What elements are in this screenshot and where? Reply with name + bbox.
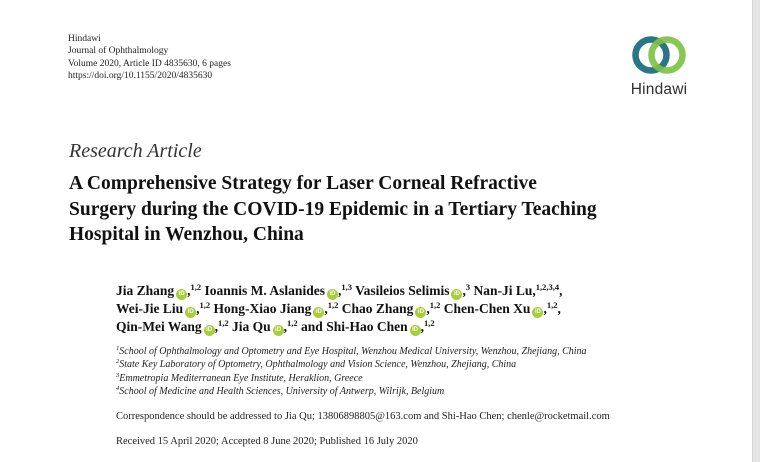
scrollbar-track[interactable]	[753, 0, 760, 462]
author-name[interactable]: Jia Qu	[232, 319, 271, 334]
affiliation-number: 4	[116, 385, 120, 393]
author-name[interactable]: Wei-Jie Liu	[116, 301, 184, 316]
affiliation-marker: 1,2	[287, 318, 298, 328]
author-name[interactable]: Chao Zhang	[341, 301, 414, 316]
affiliation-marker: 1,2	[423, 318, 435, 328]
affiliation-marker: 1,2	[546, 300, 558, 310]
affiliation-marker: 1,2	[429, 300, 441, 310]
hindawi-rings-logo-icon	[629, 32, 689, 78]
affiliation-text: State Key Laboratory of Optometry, Ophthalmology and Vision Science, Wenzhou, Zhejiang, China	[119, 359, 517, 371]
author-name[interactable]: Vasileios Selimis	[355, 283, 450, 298]
affiliation-number: 1	[116, 345, 120, 352]
affiliation-marker: 1,3	[341, 282, 352, 292]
author-name[interactable]: Chen-Chen Xu	[443, 301, 531, 316]
author-list	[116, 282, 716, 336]
orcid-icon[interactable]: iD	[532, 307, 543, 318]
article-title	[69, 171, 709, 248]
affiliation-text: Emmetropia Mediterranean Eye Institute, Heraklion, Greece	[119, 372, 363, 384]
hindawi-logo	[619, 32, 699, 100]
title-line: A Comprehensive Strategy for Laser Corneal Refractive	[69, 173, 537, 194]
orcid-icon[interactable]: iD	[313, 307, 324, 318]
orcid-icon[interactable]: iD	[273, 325, 284, 336]
affiliation-marker: 1,2	[218, 318, 229, 328]
journal-info	[68, 33, 231, 82]
orcid-icon[interactable]: iD	[415, 307, 426, 318]
title-line: Hospital in Wenzhou, China	[69, 224, 304, 245]
author-name[interactable]: Hong-Xiao Jiang	[213, 301, 312, 316]
journal-name: Journal of Ophthalmology	[68, 46, 169, 57]
author-line: Jia Zhang iD ,$^{1,2}$ Ioannis M. Aslanides iD ,$^{1,3}$ Vasileios Selimis iD ,$^3$ Nan-Ji Lu,$^{1,2,3,4}$,	[116, 282, 563, 298]
doi-link[interactable]: https://doi.org/10.1155/2020/4835630	[68, 70, 213, 81]
affiliation-item	[116, 358, 587, 371]
logo-wordmark: Hindawi	[630, 81, 688, 98]
affiliation-number: 3	[116, 371, 120, 379]
author-name[interactable]: Ioannis M. Aslanides	[204, 283, 325, 298]
affiliation-item	[116, 372, 587, 385]
orcid-icon[interactable]: iD	[204, 325, 215, 336]
author-name[interactable]: Shi-Hao Chen	[326, 319, 408, 334]
article-type: Research Article	[69, 140, 202, 162]
orcid-icon[interactable]: iD	[451, 289, 462, 300]
affiliation-number: 2	[116, 358, 120, 366]
title-line: Surgery during the COVID-19 Epidemic in a Tertiary Teaching	[69, 198, 597, 220]
volume-info: Volume 2020, Article ID 4835630, 6 pages	[68, 58, 231, 69]
affiliation-text: School of Medicine and Health Sciences, University of Antwerp, Wilrijk, Belgium	[119, 386, 445, 398]
affiliation-text: School of Ophthalmology and Optometry and Eye Hospital, Wenzhou Medical University, Wenzhou, Zhejiang, China	[119, 346, 587, 357]
affiliation-marker: 1,2,3,4	[535, 282, 560, 292]
author-name[interactable]: Nan-Ji Lu	[473, 283, 533, 298]
orcid-icon[interactable]: iD	[410, 325, 421, 336]
author-name[interactable]: Jia Zhang	[116, 283, 175, 298]
affiliation-marker: 1,2	[327, 300, 339, 310]
orcid-icon[interactable]: iD	[327, 289, 338, 300]
affiliation-marker: 1,2	[190, 282, 202, 292]
author-line: Qin-Mei Wang iD ,$^{1,2}$ Jia Qu iD ,$^{1,2}$ and Shi-Hao Chen iD ,$^{1,2}$	[116, 318, 435, 334]
publication-dates: Received 15 April 2020; Accepted 8 June 2020; Published 16 July 2020	[116, 436, 418, 447]
orcid-icon[interactable]: iD	[176, 289, 187, 300]
publisher-name: Hindawi	[68, 34, 101, 44]
affiliation-item	[116, 345, 587, 358]
correspondence-note: Correspondence should be addressed to Jia Qu; 13806898805@163.com and Shi-Hao Chen; chenle@rocketmail.com	[116, 411, 610, 422]
affiliation-marker: 1,2	[199, 300, 211, 310]
author-line: Wei-Jie Liu iD ,$^{1,2}$ Hong-Xiao Jiang iD ,$^{1,2}$ Chao Zhang iD ,$^{1,2}$ Chen-Chen Xu iD ,$^{1,2}$,	[116, 300, 561, 316]
author-name[interactable]: Qin-Mei Wang	[116, 319, 202, 334]
orcid-icon[interactable]: iD	[185, 307, 196, 318]
affiliation-marker: 3	[465, 282, 471, 292]
affiliation-list	[116, 345, 587, 399]
affiliation-item	[116, 385, 587, 398]
